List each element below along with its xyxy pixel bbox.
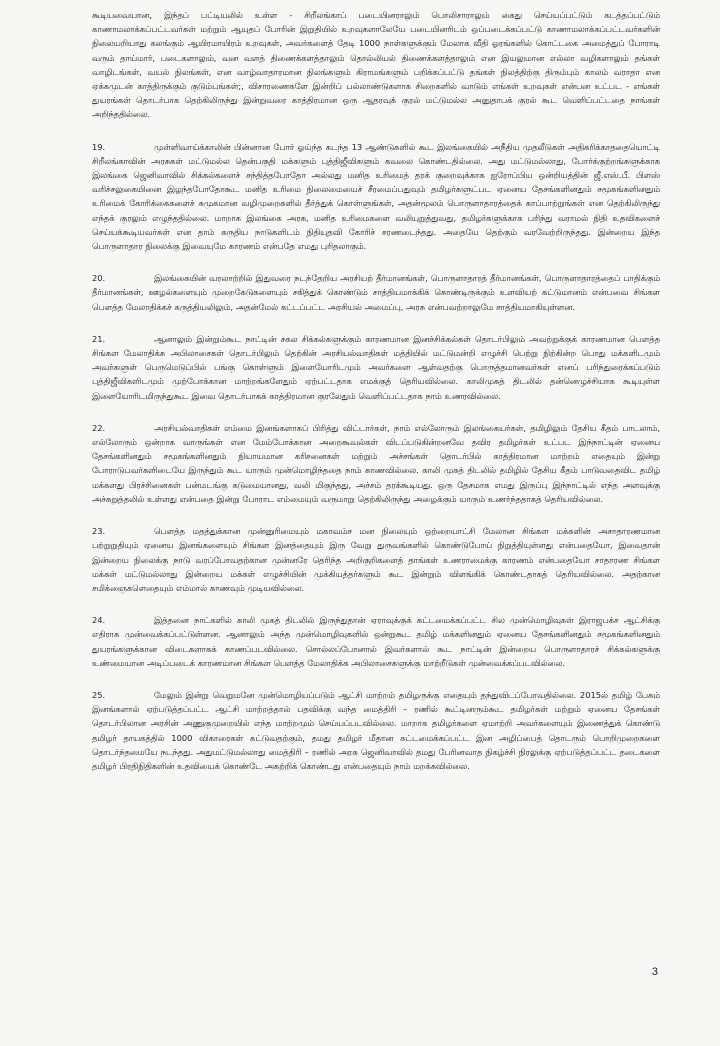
paragraph-text: ஆனாலும் இன்றும்கூட நாட்டின் சகல சிக்கல்களுக்கும் காரணமான இனச்சிக்கல்கள் தொடர்பிலும் அவற்றுக்குக் காரணமான பௌத்த சிங்கள மேலாதிக்க அபிலாசைகள் தொடர்பிலும் தெற்கின் அரசியல்வாதிகள் மத்தியில் மட்டுமன்றி எழுச்சி பெற்று நிற்கின்ற பொது மக்களிடமும் அவர்களுள் பெருமெடுப்பில் பங்கு கொள்ளும் இளையோரிடமும் அவர்களை ஆள்வதற்கு பொருத்தமானவர்கள் எனப் பரிந்துரைக்கப்படும் புத்திஜீவிகளிடமும் முற்போக்கான மாற்றங்களேதும் ஏற்பட்டதாக எமக்குத் தெரியவில்லை. காலிமுகத் திடலில் தன்னெழுச்சியாக கூடியுள்ள இளையோரிடமிருந்துகூட இவை தொடர்பாகக் காத்திரமான குரலேதும் வெளிப்பட்டதாக நாம் உணரவில்லை.: [92, 333, 660, 401]
paragraph-spacer: [92, 253, 660, 271]
paragraph-20: [92, 271, 660, 314]
paragraph-text: முள்ளிவாய்க்காலின் பின்னான போர் ஓய்ந்த கடந்த 13 ஆண்டுகளில் கூட இலங்கையில் அநீதிய முதலீடுகள் அதிகரிக்காததையொட்டி சிறீலங்காவின் அரசுகள் மட்டுமல்ல தென்பகுதி மக்களும் புத்திஜீவிகளும் கவலை கொண்டதில்லை. அது மட்டுமல்லாது, போர்க்குற்றங்களுக்காக இலங்கை ஜெனிவாவில் சிக்கல்களைச் சந்தித்தபோதோ அல்லது மனித உரிமைத் தரக் குறைவுக்காக ஐரோப்பிய ஒன்றியத்தின் ஜீ.எஸ்.பீ. பிளஸ் வரிச்சலுகையினை இழந்தபோதோகூட மனித உரிமை நிலைமையைச் சீரமைப்பதுவும் தமிழர்களுட்பட ஏனைய தேசங்களினதும் சமூகங்களினதும் உரிமைக் கோரிக்கைகளைச் சுமுகமான வழிமுறைகளில் தீர்த்துக் கொள்ளுங்கள், அதன்மூலம் பொருளாதாரத்தைக் காப்பாற்றுங்கள் என தெற்கிலிருந்து எந்தக் குரலும் எழுந்ததில்லை. மாறாக இலங்கை அரசு, மனித உரிமைகளை வலியுறுத்துவது, தமிழர்களுக்காக பரிந்து வராமல் நிதி உதவிகளைச் செய்யக்கூடியவர்கள் என தாம் கருதிய நாடுகளிடம் நிதியுதவி கோரிச் சரணடைந்தது. அதையே தெற்கும் வரவேற்றிருந்தது. இன்றைய இந்த பொருளாதார நிலைக்கு இவையுமே காரணம் என்பதே எமது புரிதலாகும்.: [92, 141, 660, 252]
paragraph-spacer: [92, 314, 660, 332]
paragraph-text: இலங்கையின் வரலாற்றில் இதுவரை நடந்தேறிய அரசியற் தீர்மானங்கள், பொருளாதாரத் தீர்மானங்கள், பொருளாதாரத்தைப் பாதிக்கும் தீர்மானங்கள், ஊழல்களையும் முறைகேடுகளையும் சகித்துக் கொண்டும் சாத்தியமாக்கிக் கொண்டிருக்கும் உளவியற் கட்டுமானம் என்பவை சிங்கள பௌத்த மேலாதிக்கச் கருத்தியலிலும், அதன்மேல் கட்டப்பட்ட அரசியல் அமைப்பு, அரசு என்பவற்றாலுமே சாத்தியமாகியுள்ளன.: [92, 273, 660, 312]
paragraph-19: [92, 140, 660, 254]
paragraph-spacer: [92, 506, 660, 524]
paragraph-number: 25.: [92, 689, 106, 700]
paragraph-text: அரசியல்வாதிகள் எம்மை இனங்களாகப் பிரித்து விட்டார்கள், நாம் எல்லோரும் இலங்கையர்கள், தமிழிலும் தேசிய கீதம் பாடலாம், எல்லோரும் ஒன்றாக வாருங்கள் என மேம்போக்கான அறைகூவல்கள் விடப்படுகின்றனவே தவிர தமிழர்கள் உட்பட இந்நாட்டின் ஏனைய தேசங்களினதும் சமூகங்களினதும் நியாயமான கரிசனைகள் மற்றும் அச்சங்கள் தொடர்பில் காத்திரமான மாற்றம் எதையும் இன்று போராடுபவர்களிடையே இருந்தும் கூட யாரும் முன்மொழிந்ததை நாம் காணவில்லை. காலி முகத் திடலில் தமிழில் தேசிய கீதம் பாடுவதைவிட தமிழ் மக்களது பிரச்சினைகள் பன்மடங்கு கடுமையானது, வலி மிகுந்தது, அச்சம் தரக்கூடியது. ஒரு தேசமாக எமது இருப்பு இந்நாட்டில் எந்த அளவுக்கு அச்சுறுத்தலில் உள்ளது என்பதை இன்று போராட எம்மையும் வருமாறு தெற்கிலிருந்து அழைக்கும் யாரும் உணர்ந்ததாகத் தெரியவில்லை.: [92, 422, 660, 504]
paragraph-spacer: [92, 595, 660, 613]
paragraph-25: [92, 688, 660, 773]
paragraph-text: இத்தனை நாட்களில் காலி முகத் திடலில் இருந்துதான் ஏராவுக்குக் கட்டமைக்கப்பட்ட சில முன்மொழிவுகள் இராஜபக்ச ஆட்சிக்கு எதிராக முன்வைக்கப்பட்டுள்ளன. ஆனாலும் அந்த முன்மொழிவுகளில் ஒன்றுகூட தமிழ் மக்களினதும் ஏனைய தேசங்களினதும் சமூகங்களினதும் துயரங்களுக்கான விடைகளாகக் காணப்படவில்லை. சொல்லப்போனால் இவர்களால் கூட நாட்டின் இன்றைய பொருளாதாரச் சிக்கல்களுக்கு உண்மையான அடிப்படைக் காரணமான சிங்கள பௌத்த மேலாதிக்க அபிலாசைகளுக்கு மாற்றீடுகள் முன்வைக்கப்படவில்லை.: [92, 615, 660, 668]
page-number: 3: [651, 966, 658, 978]
paragraph-21: [92, 332, 660, 403]
paragraph-24: [92, 613, 660, 670]
paragraph-number: 24.: [92, 615, 106, 626]
continuation-paragraph: கூடியவையான, இந்தப் பட்டியலில் உள்ள - சிறீலங்காப் படையினராலும் பொலிசாராலும் கைது செய்யப்பட்டும் கடத்தப்பட்டும் காணாமலாக்கப்பட்டவர்கள் மற்றும் ஆயுதப் போரின் இறுதியில் உறவுகளாலேயே படையினரிடம் ஒப்படைக்கப்பட்டு காணாமலாக்கப்பட்டவர்களின் நிலையறியாது கலங்கும் ஆயிரமாயிரம் உறவுகள், அவர்களைத் தேடி 1000 நாள்களுக்கும் மேலாக வீதி ஓரங்களில் கொட்டகை அமைத்துப் போராடி வரும் தாய்மார், படைகளாலும், வன வளத் திணைக்களத்தாலும் தொல்லியல் திணைக்களத்தாலும் என இயலுமான எல்லா வழிகளாலும் தங்கள் வாழிடங்கள், வயல் நிலங்கள், என வாழ்வாதாரமான நிலங்களும் கிராமங்களும் பறிக்கப்பட்டு தங்கள் நிலத்திற்கு திரும்பும் காலம் வராதா என ஏக்கமுடன் காத்திருக்கும் குடும்பங்கள்;, விசாரணைகளே இன்றிப் பல்லாண்டுகளாக சிறைகளில் வாடும் எங்கள் உறவுகள் என்பன உட்பட - எங்கள் துயரங்கள் தொடர்பாக தெற்கிலிருந்து இன்றுவரை காத்திரமான ஒரு ஆதரவுக் குரல் மட்டுமல்ல அனுதாபக் குரல் கூட வெளிப்பட்டதை நாங்கள் அறிந்ததில்லை.: [92, 10, 660, 120]
paragraph-spacer: [92, 403, 660, 421]
paragraph-text: மேலும் இன்று வெறுமனே முன்மொழியப்படும் ஆட்சி மாற்றம் தமிழருக்கு எதையும் தந்துவிடப்போவதில்லை. 2015ல் தமிழ் பேசும் இனங்களால் ஏற்படுத்தப்பட்ட ஆட்சி மாற்றத்தால் பதவிக்கு வந்த மைத்திரி – ரணில் கூட்டினரும்கூட தமிழர்கள் மற்றும் ஏனைய தேசங்கள் தொடர்பிலான அரசின் அணுகுமுறையில் எந்த மாற்றமும் செய்யப்படவில்லை. மாறாக தமிழர்களை ஏமாற்றி அவர்களையும் இணைத்துக் கொண்டு தமிழர் தாயகத்தில் 1000 விகாரைகள் கட்டுவதற்கும், தமது தமிழர் மீதான கட்டமைக்கப்பட்ட இன அழிப்பைத் தொடரும் பொறிமுறைகளை தொடர்ந்தமையே நடந்தது. அதுமட்டுமல்லாது மைத்திரி – ரணில் அரசு ஜெனிவாவில் தமது பேரினவாத நிகழ்ச்சி நிரலுக்கு ஏற்படுத்தப்பட்ட தடைகளை தமிழர் பிரதிநிதிகளின் உதவியைக் கொண்டே அகற்றிக் கொண்டது என்பதையும் நாம் மறக்கவில்லை.: [92, 689, 660, 771]
paragraph-22: [92, 421, 660, 506]
paragraph-number: 20.: [92, 273, 106, 284]
paragraph-spacer: [92, 122, 660, 140]
paragraph-number: 21.: [92, 333, 106, 344]
paragraph-spacer: [92, 670, 660, 688]
paragraph-23: [92, 524, 660, 595]
paragraph-number: 19.: [92, 141, 106, 152]
paragraph-number: 23.: [92, 526, 106, 537]
paragraph-text: பௌத்த மதத்துக்கான முன்னுரிமையும் மகாவம்ச மன நிலையும் ஒற்றையாட்சி மேலான சிங்கள மக்களின் அசாதாரணமான பற்றுறுதியும் ஏனைய இனங்களையும் சிங்கள இனத்தையும் இரு வேறு துருவங்களில் கொண்டுபோய் நிறுத்தியுள்ளது என்பதையோ, இவைதான் இன்றைய நிலைக்கு நாடு வரப்போவதற்கான முன்னரே தெரிந்த அறிகுறிகளைத் தாங்கள் உணராமைக்கு காரணம் என்பதையோ சாதாரண சிங்கள மக்கள் மட்டுமல்லாது இன்றைய மக்கள் எழுச்சியின் முக்கியத்தர்களும் கூட இன்றும் விளங்கிக் கொண்டதாகத் தெரியவில்லை. அதற்கான சமிக்ஞைகளெதையும் எம்மால் காணவும் முடியவில்லை.: [92, 526, 660, 593]
paragraph-number: 22.: [92, 422, 106, 433]
